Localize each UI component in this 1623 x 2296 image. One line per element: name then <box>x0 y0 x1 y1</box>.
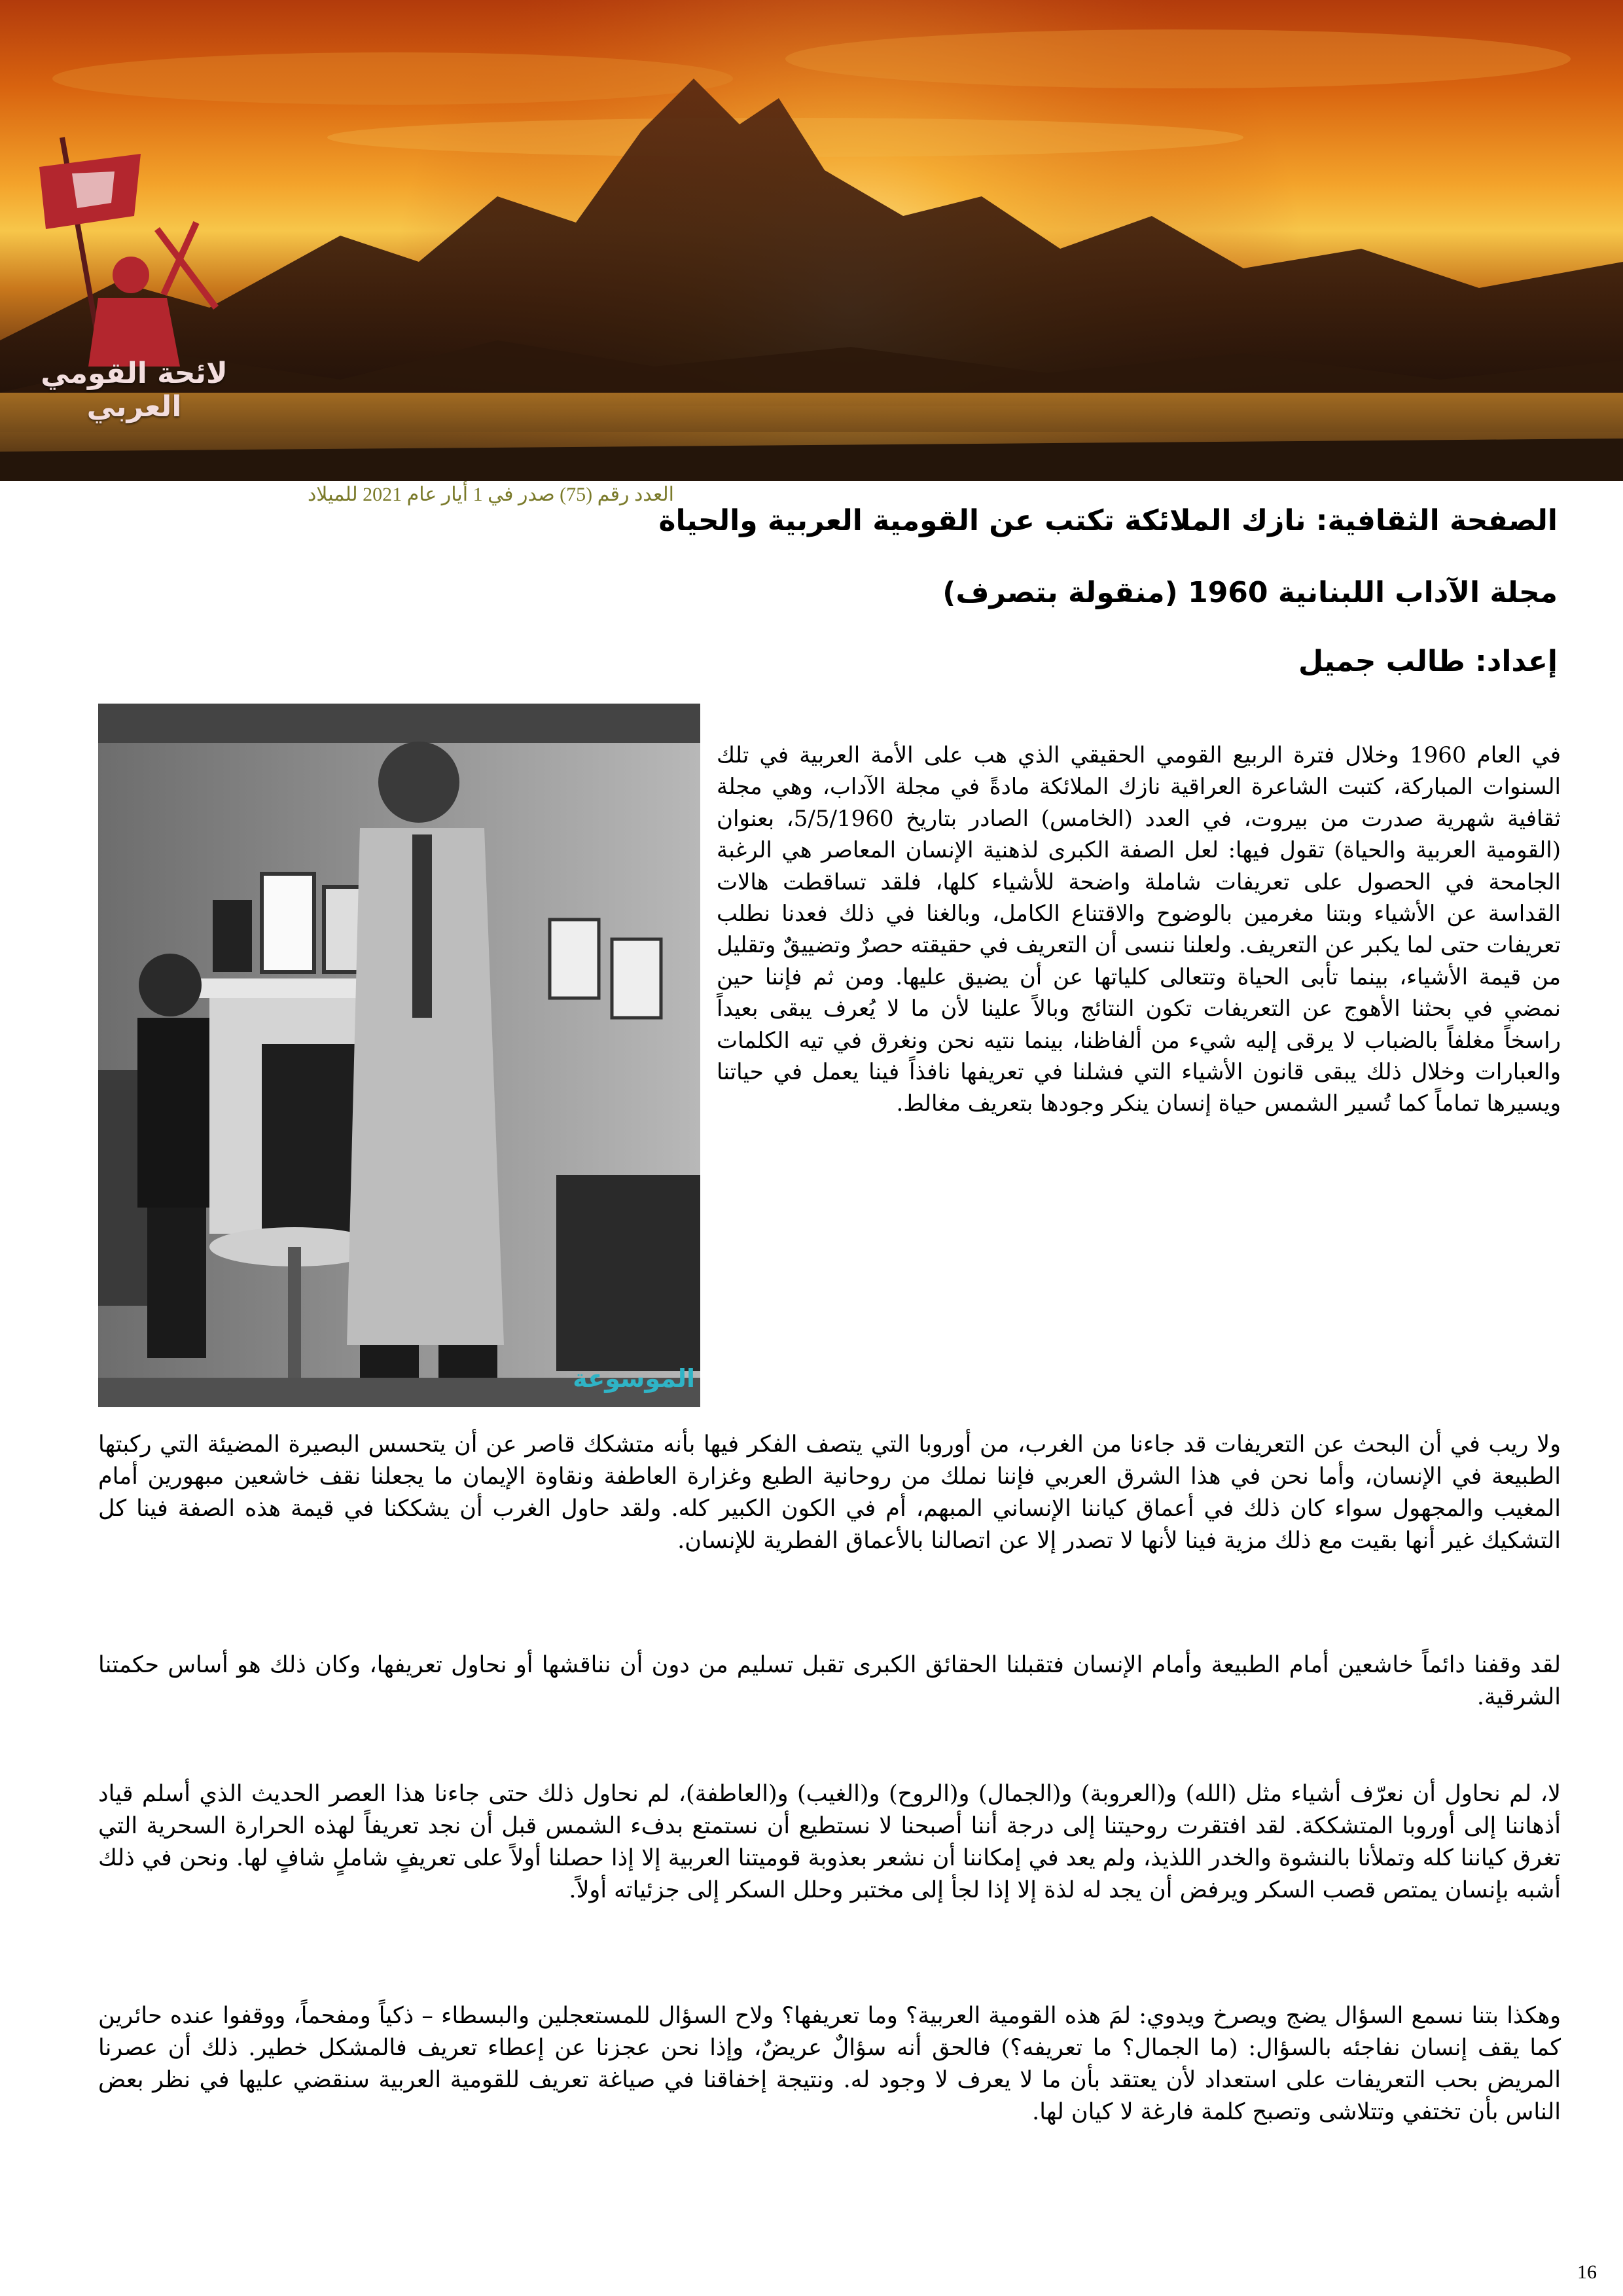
issue-info: العدد رقم (75) صدر في 1 أيار عام 2021 للميلاد <box>307 484 674 505</box>
paragraph-question: وهكذا بتنا نسمع السؤال يضج ويصرخ ويدوي: لمَ هذه القومية العربية؟ وما تعريفها؟ ولاح السؤال للمستعجلين والبسطاء – ذكياً ومفحماً، ووقفوا عنده حائرين كما يقف إنسان نفاجئه بالسؤال: (ما الجمال؟ ما تعريفه؟) فالحق أنه سؤالٌ عريضٌ، وإذا نحن عجزنا عن إعطاء تعريف فالمشكل خطير. ذلك أن عصرنا المريض بحب التعريفات على استعداد لأن يعتقد بأن ما لا يعرف لا وجود له. ونتيجة إخفاقنا في صياغة تعريف للقومية العربية سنقضي عليها في نظر بعض الناس بأن تختفي وتتلاشى وتصبح كلمة فارغة لا كيان لها. <box>98 2003 1561 2125</box>
paragraph-definitions: لا، لم نحاول أن نعرّف أشياء مثل (الله) و(العروبة) و(الجمال) و(الروح) و(الغيب) و(العاطفة)، لم نحاول ذلك حتى جاءنا هذا العصر الحديث الذي أسلم قياد أذهاننا إلى أوروبا المتشككة. لقد افتقرت روحيتنا إلى درجة أننا أصبحنا لا نستطيع أن نستمتع بدفء الشمس قبل أن نجد تعريفاً لهذه الحرارة السحرية التي تغرق كياننا كله وتملأنا بالنشوة والخدر اللذيذ، ولم يعد في إمكاننا أن نشعر بعذوبة قوميتنا العربية إلا إذا حصلنا أولاً على تعريفٍ شاملٍ شافٍ لها. ونحن في ذلك أشبه بإنسان يمتص قصب السكر ويرفض أن يجد له لذة إلا إذا لجأ إلى مختبر وحلل السكر إلى جزئياته أولاً. <box>98 1781 1561 1903</box>
paragraph-nature: لقد وقفنا دائماً خاشعين أمام الطبيعة وأمام الإنسان فتقبلنا الحقائق الكبرى تقبل تسليم من دون أن نناقشها أو نحاول تعريفها، وكان ذلك هو أساس حكمتنا الشرقية. <box>98 1652 1561 1710</box>
header-banner <box>0 0 1623 481</box>
paragraph-west: ولا ريب في أن البحث عن التعريفات قد جاءنا من الغرب، من أوروبا التي يتصف الفكر فيها بأنه متشكك قاصر عن أن يتحسس البصيرة المضيئة التي ركبتها الطبيعة في الإنسان، وأما نحن في هذا الشرق العربي فإننا نملك من روحانية الطبع وغزارة العاطفة ونقاوة الإيمان ما يجعلنا نقف خاشعين مبهورين أمام المغيب والمجهول سواء كان ذلك في أعماق كياننا الإنساني المبهم، أم في الكون الكبير كله. ولقد حاول الغرب أن يشككنا في قيمة هذه الصفة فينا كل التشكيك غير أنها بقيت مع ذلك مزية فينا لأنها لا تصدر إلا عن اتصالنا بالأعماق الفطرية للإنسان. <box>98 1431 1561 1554</box>
article-title: الصفحة الثقافية: نازك الملائكة تكتب عن القومية العربية والحياة <box>658 504 1558 537</box>
photo-illustration <box>98 704 700 1407</box>
sunset-mountains-illustration <box>0 0 1623 481</box>
page-number: 16 <box>1577 2261 1597 2283</box>
photo-credit-watermark: الموسوعة <box>573 1364 695 1393</box>
article-author: إعداد: طالب جميل <box>1298 645 1558 678</box>
paragraph-intro: في العام 1960 وخلال فترة الربيع القومي الحقيقي الذي هب على الأمة العربية في تلك السنوات المباركة، كتبت الشاعرة العراقية نازك الملائكة مادةً في مجلة الآداب، وهي مجلة ثقافية شهرية صدرت من بيروت، في العدد (الخامس) الصادر بتاريخ 5/5/1960، بعنوان (القومية العربية والحياة) تقول فيها: لعل الصفة الكبرى لذهنية الإنسان المعاصر هي الرغبة الجامحة في الحصول على تعريفات شاملة واضحة للأشياء كلها، فلقد تساقطت هالات القداسة عن الأشياء وبتنا مغرمين بالوضوح والاقتناع الكامل، وبالغنا في ذلك فعدنا نطلب تعريفات حتى لما يكبر عن التعريف. ولعلنا ننسى أن التعريف في حقيقته حصرٌ وتضييقٌ وتقليل من قيمة الأشياء، بينما تأبى الحياة وتتعالى كلياتها عن أن يضيق عليها. ومن ثم فإننا حين نمضي في بحثنا الأهوج عن التعريفات تكون النتائج وبالاً علينا لأن ما لا يُعرف يبقى بعيداً راسخاً مغلفاً بالضباب لا يرقى إليه شيء من ألفاظنا، بينما نتيه نحن ونغرق في تيه الكلمات والعبارات وخلال ذلك يبقى قانون الأشياء التي فشلنا في تعريفها نافذاً فينا يعمل في حياتنا ويسيرها تماماً كما تُسير الشمس حياة إنسان ينكر وجودها بتعريف مغالط. <box>717 742 1561 1117</box>
logo-text: لائحة القومي العربي <box>41 357 228 423</box>
article-source: مجلة الآداب اللبنانية 1960 (منقولة بتصرف) <box>942 576 1558 609</box>
article-photo <box>98 704 700 1407</box>
